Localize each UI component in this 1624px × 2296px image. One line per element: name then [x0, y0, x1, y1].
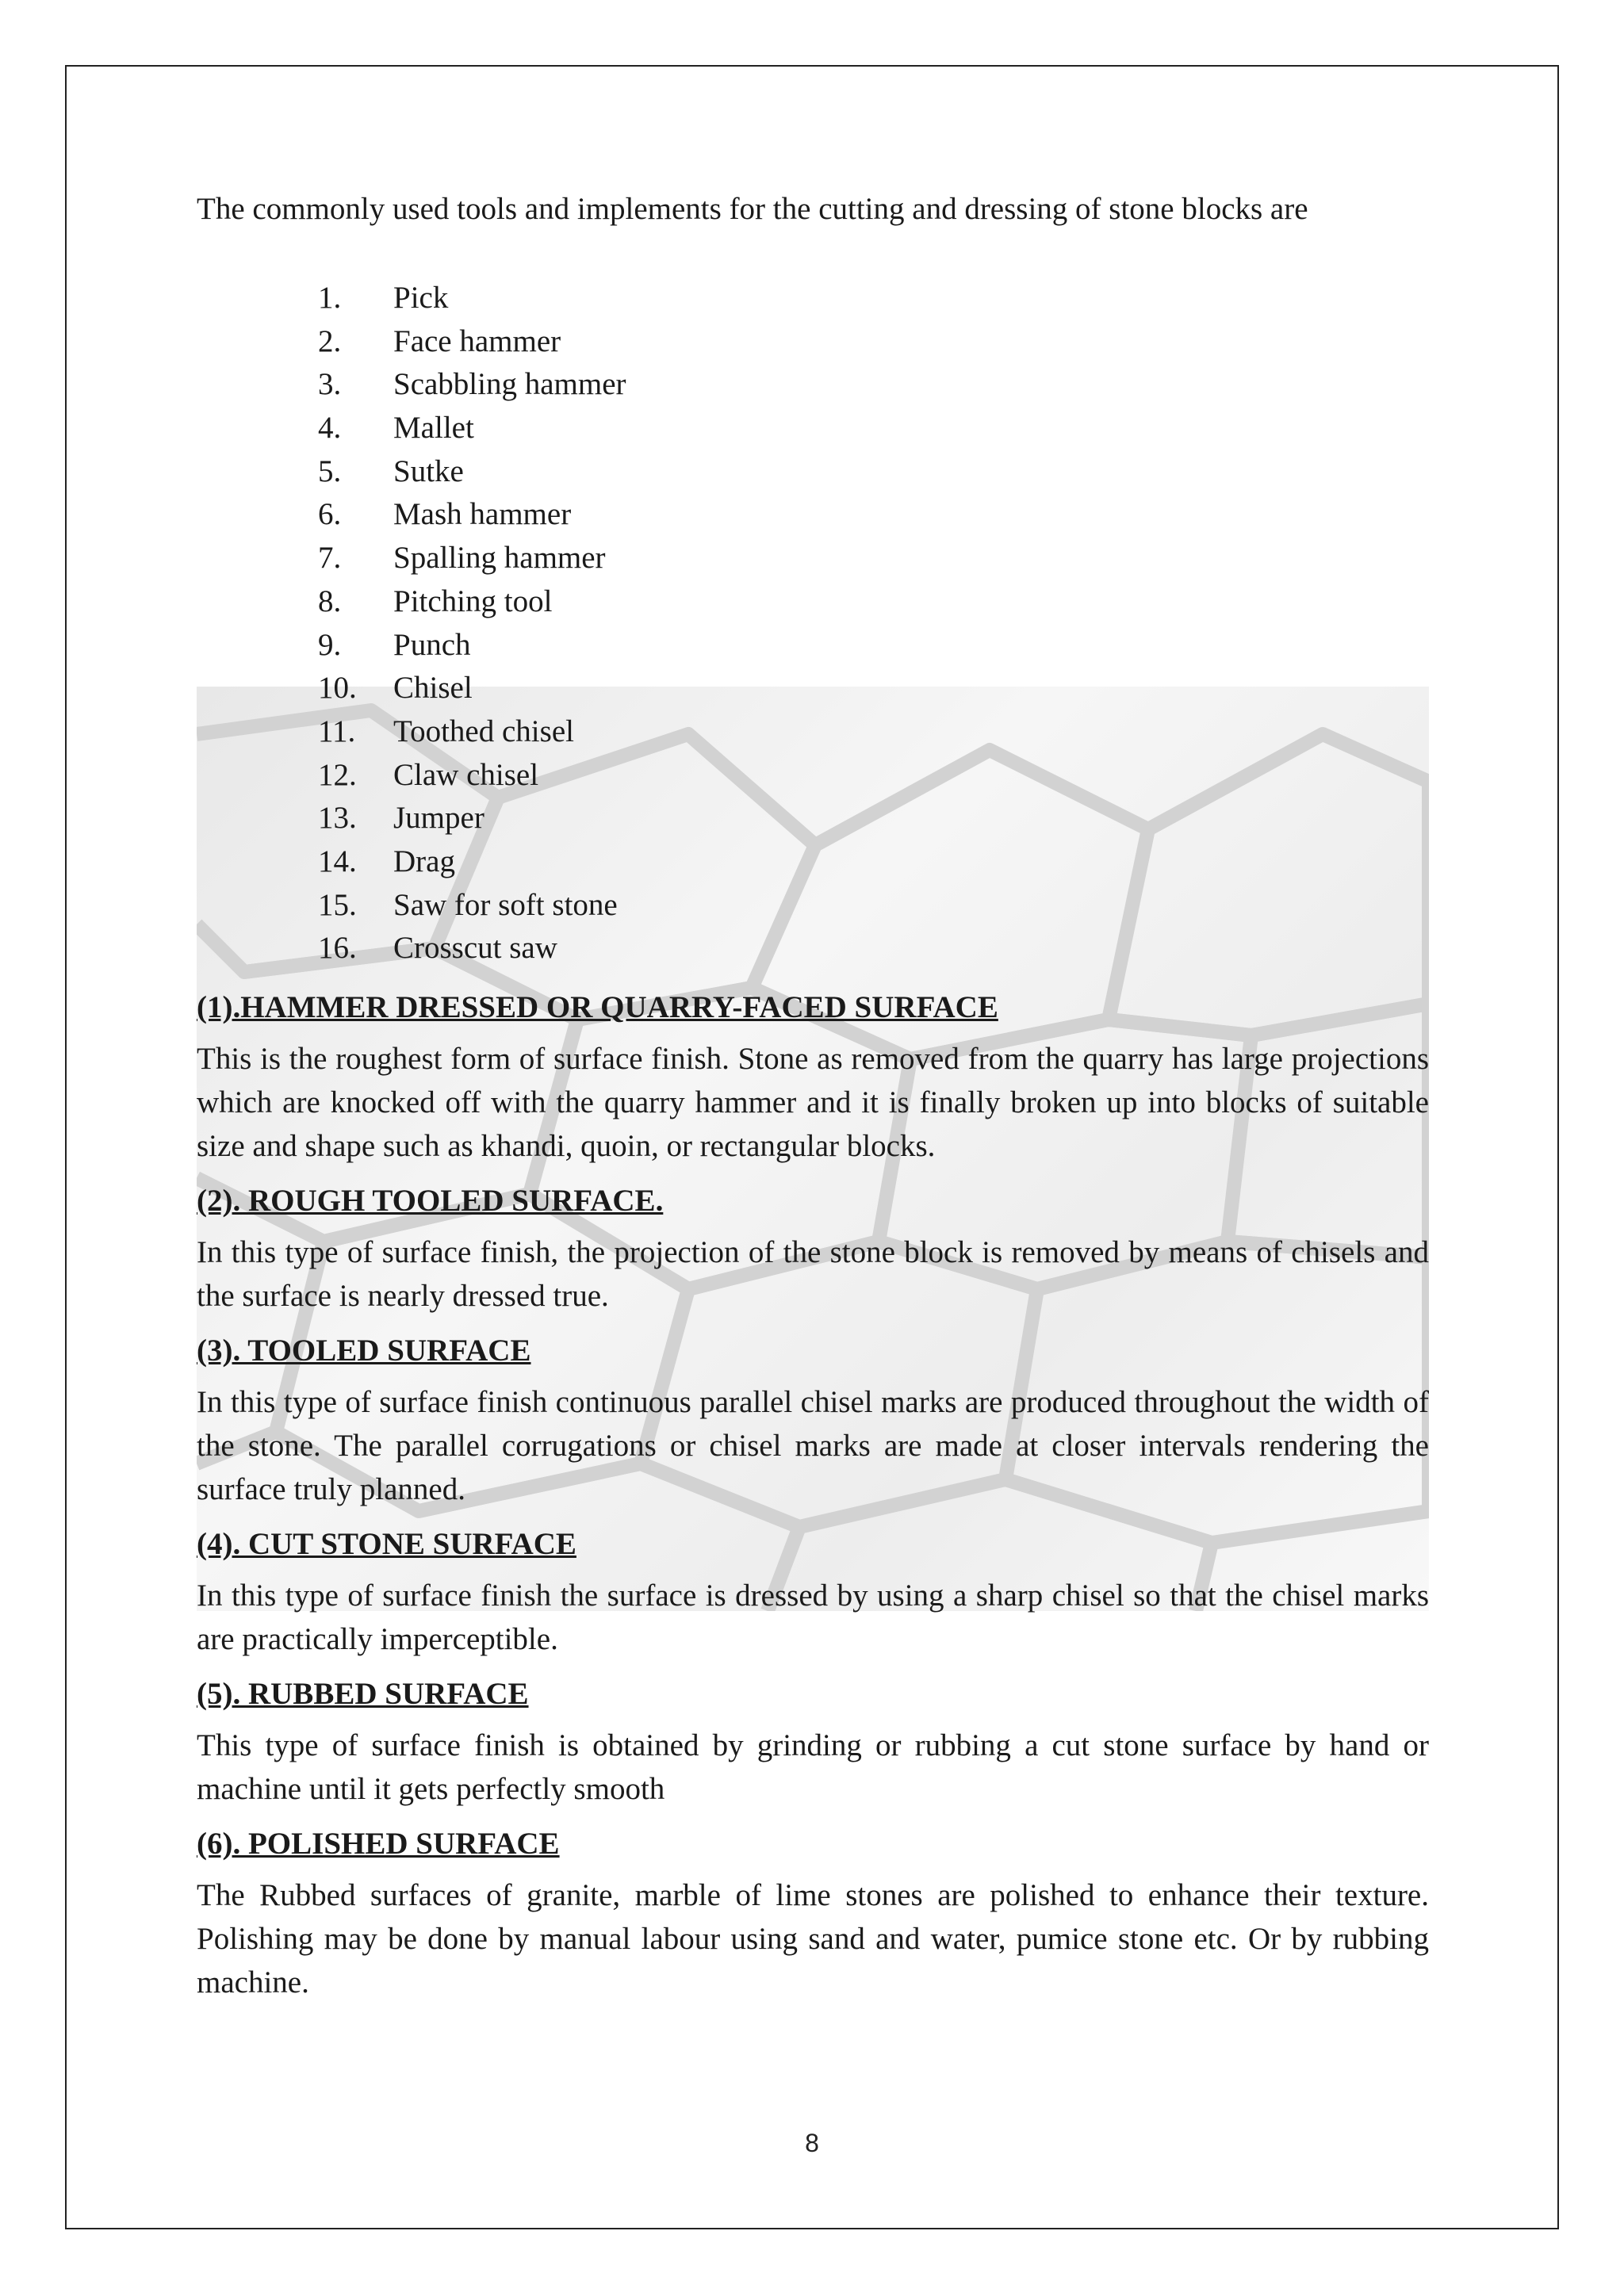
- intro-paragraph: The commonly used tools and implements for the cutting and dressing of stone blocks are: [197, 192, 1308, 226]
- list-item-label: Pick: [393, 281, 449, 315]
- list-item-number: 10.: [318, 671, 357, 706]
- section-cut-stone: [197, 1522, 1429, 1661]
- list-item-number: 12.: [318, 757, 357, 792]
- list-item-number: 4.: [318, 411, 342, 446]
- list-item: [197, 926, 1429, 970]
- section-heading: (4). CUT STONE SURFACE: [197, 1527, 576, 1561]
- list-item-label: Sutke: [393, 453, 464, 488]
- section-body: The Rubbed surfaces of granite, marble of lime stones are polished to enhance their texture. Polishing may be done by manual labour using sand and water, pumice stone etc. Or by rubbing machine.: [197, 1878, 1429, 1999]
- list-item-number: 9.: [318, 627, 342, 662]
- list-item-label: Scabbling hammer: [393, 367, 626, 402]
- section-body: In this type of surface finish, the projection of the stone block is removed by means of chisels and the surface is nearly dressed true.: [197, 1235, 1429, 1313]
- list-item-number: 8.: [318, 584, 342, 618]
- list-item-number: 1.: [318, 281, 342, 315]
- section-body: This is the roughest form of surface finish. Stone as removed from the quarry has large projections which are knocked off with the quarry hammer and it is finally broken up into blocks of suitable size and shape such as khandi, quoin, or rectangular blocks.: [197, 1042, 1429, 1163]
- list-item-label: Saw for soft stone: [393, 887, 618, 922]
- list-item-label: Punch: [393, 627, 471, 662]
- list-item: [197, 450, 1429, 493]
- list-item: [197, 840, 1429, 883]
- section-hammer-dressed: [197, 985, 1429, 1168]
- list-item-number: 5.: [318, 453, 342, 488]
- section-heading: (5). RUBBED SURFACE: [197, 1677, 529, 1711]
- list-item-number: 13.: [318, 801, 357, 836]
- list-item: [197, 536, 1429, 580]
- list-item-label: Mash hammer: [393, 497, 572, 532]
- list-item-label: Pitching tool: [393, 584, 553, 618]
- list-item-label: Mallet: [393, 411, 474, 446]
- list-item-label: Claw chisel: [393, 757, 539, 792]
- list-item: [197, 883, 1429, 927]
- document-body: [197, 187, 1429, 2004]
- list-item-number: 7.: [318, 541, 342, 576]
- section-heading: (1).HAMMER DRESSED OR QUARRY-FACED SURFACE: [197, 990, 998, 1024]
- list-item-number: 11.: [318, 714, 356, 748]
- section-rough-tooled: [197, 1179, 1429, 1318]
- list-item-label: Crosscut saw: [393, 931, 557, 966]
- list-item: [197, 492, 1429, 536]
- section-rubbed: [197, 1672, 1429, 1811]
- list-item: [197, 753, 1429, 797]
- list-item-number: 3.: [318, 367, 342, 402]
- list-item-number: 2.: [318, 323, 342, 358]
- list-item-number: 14.: [318, 844, 357, 878]
- list-item-number: 16.: [318, 931, 357, 966]
- list-item: [197, 276, 1429, 320]
- list-item-number: 15.: [318, 887, 357, 922]
- tool-list: [197, 276, 1429, 970]
- list-item: [197, 796, 1429, 840]
- list-item: [197, 406, 1429, 450]
- list-item-label: Drag: [393, 844, 455, 878]
- list-item: [197, 320, 1429, 363]
- section-body: In this type of surface finish the surface is dressed by using a sharp chisel so that the chisel marks are practically imperceptible.: [197, 1578, 1429, 1656]
- section-body: This type of surface finish is obtained by grinding or rubbing a cut stone surface by hand or machine until it gets perfectly smooth: [197, 1728, 1429, 1806]
- list-item: [197, 580, 1429, 623]
- page-number: 8: [805, 2129, 819, 2157]
- list-item-label: Chisel: [393, 671, 473, 706]
- list-item: [197, 623, 1429, 667]
- section-polished: [197, 1822, 1429, 2004]
- list-item-label: Spalling hammer: [393, 541, 606, 576]
- list-item-label: Jumper: [393, 801, 485, 836]
- list-item-label: Face hammer: [393, 323, 561, 358]
- section-body: In this type of surface finish continuous parallel chisel marks are produced throughout the width of the stone. The parallel corrugations or chisel marks are made at closer intervals rendering the surface truly planned.: [197, 1385, 1429, 1506]
- list-item: [197, 666, 1429, 710]
- section-heading: (2). ROUGH TOOLED SURFACE.: [197, 1184, 664, 1218]
- list-item-label: Toothed chisel: [393, 714, 574, 748]
- section-tooled: [197, 1329, 1429, 1511]
- list-item-number: 6.: [318, 497, 342, 532]
- section-heading: (6). POLISHED SURFACE: [197, 1827, 560, 1861]
- list-item: [197, 362, 1429, 406]
- section-heading: (3). TOOLED SURFACE: [197, 1334, 531, 1368]
- list-item: [197, 710, 1429, 753]
